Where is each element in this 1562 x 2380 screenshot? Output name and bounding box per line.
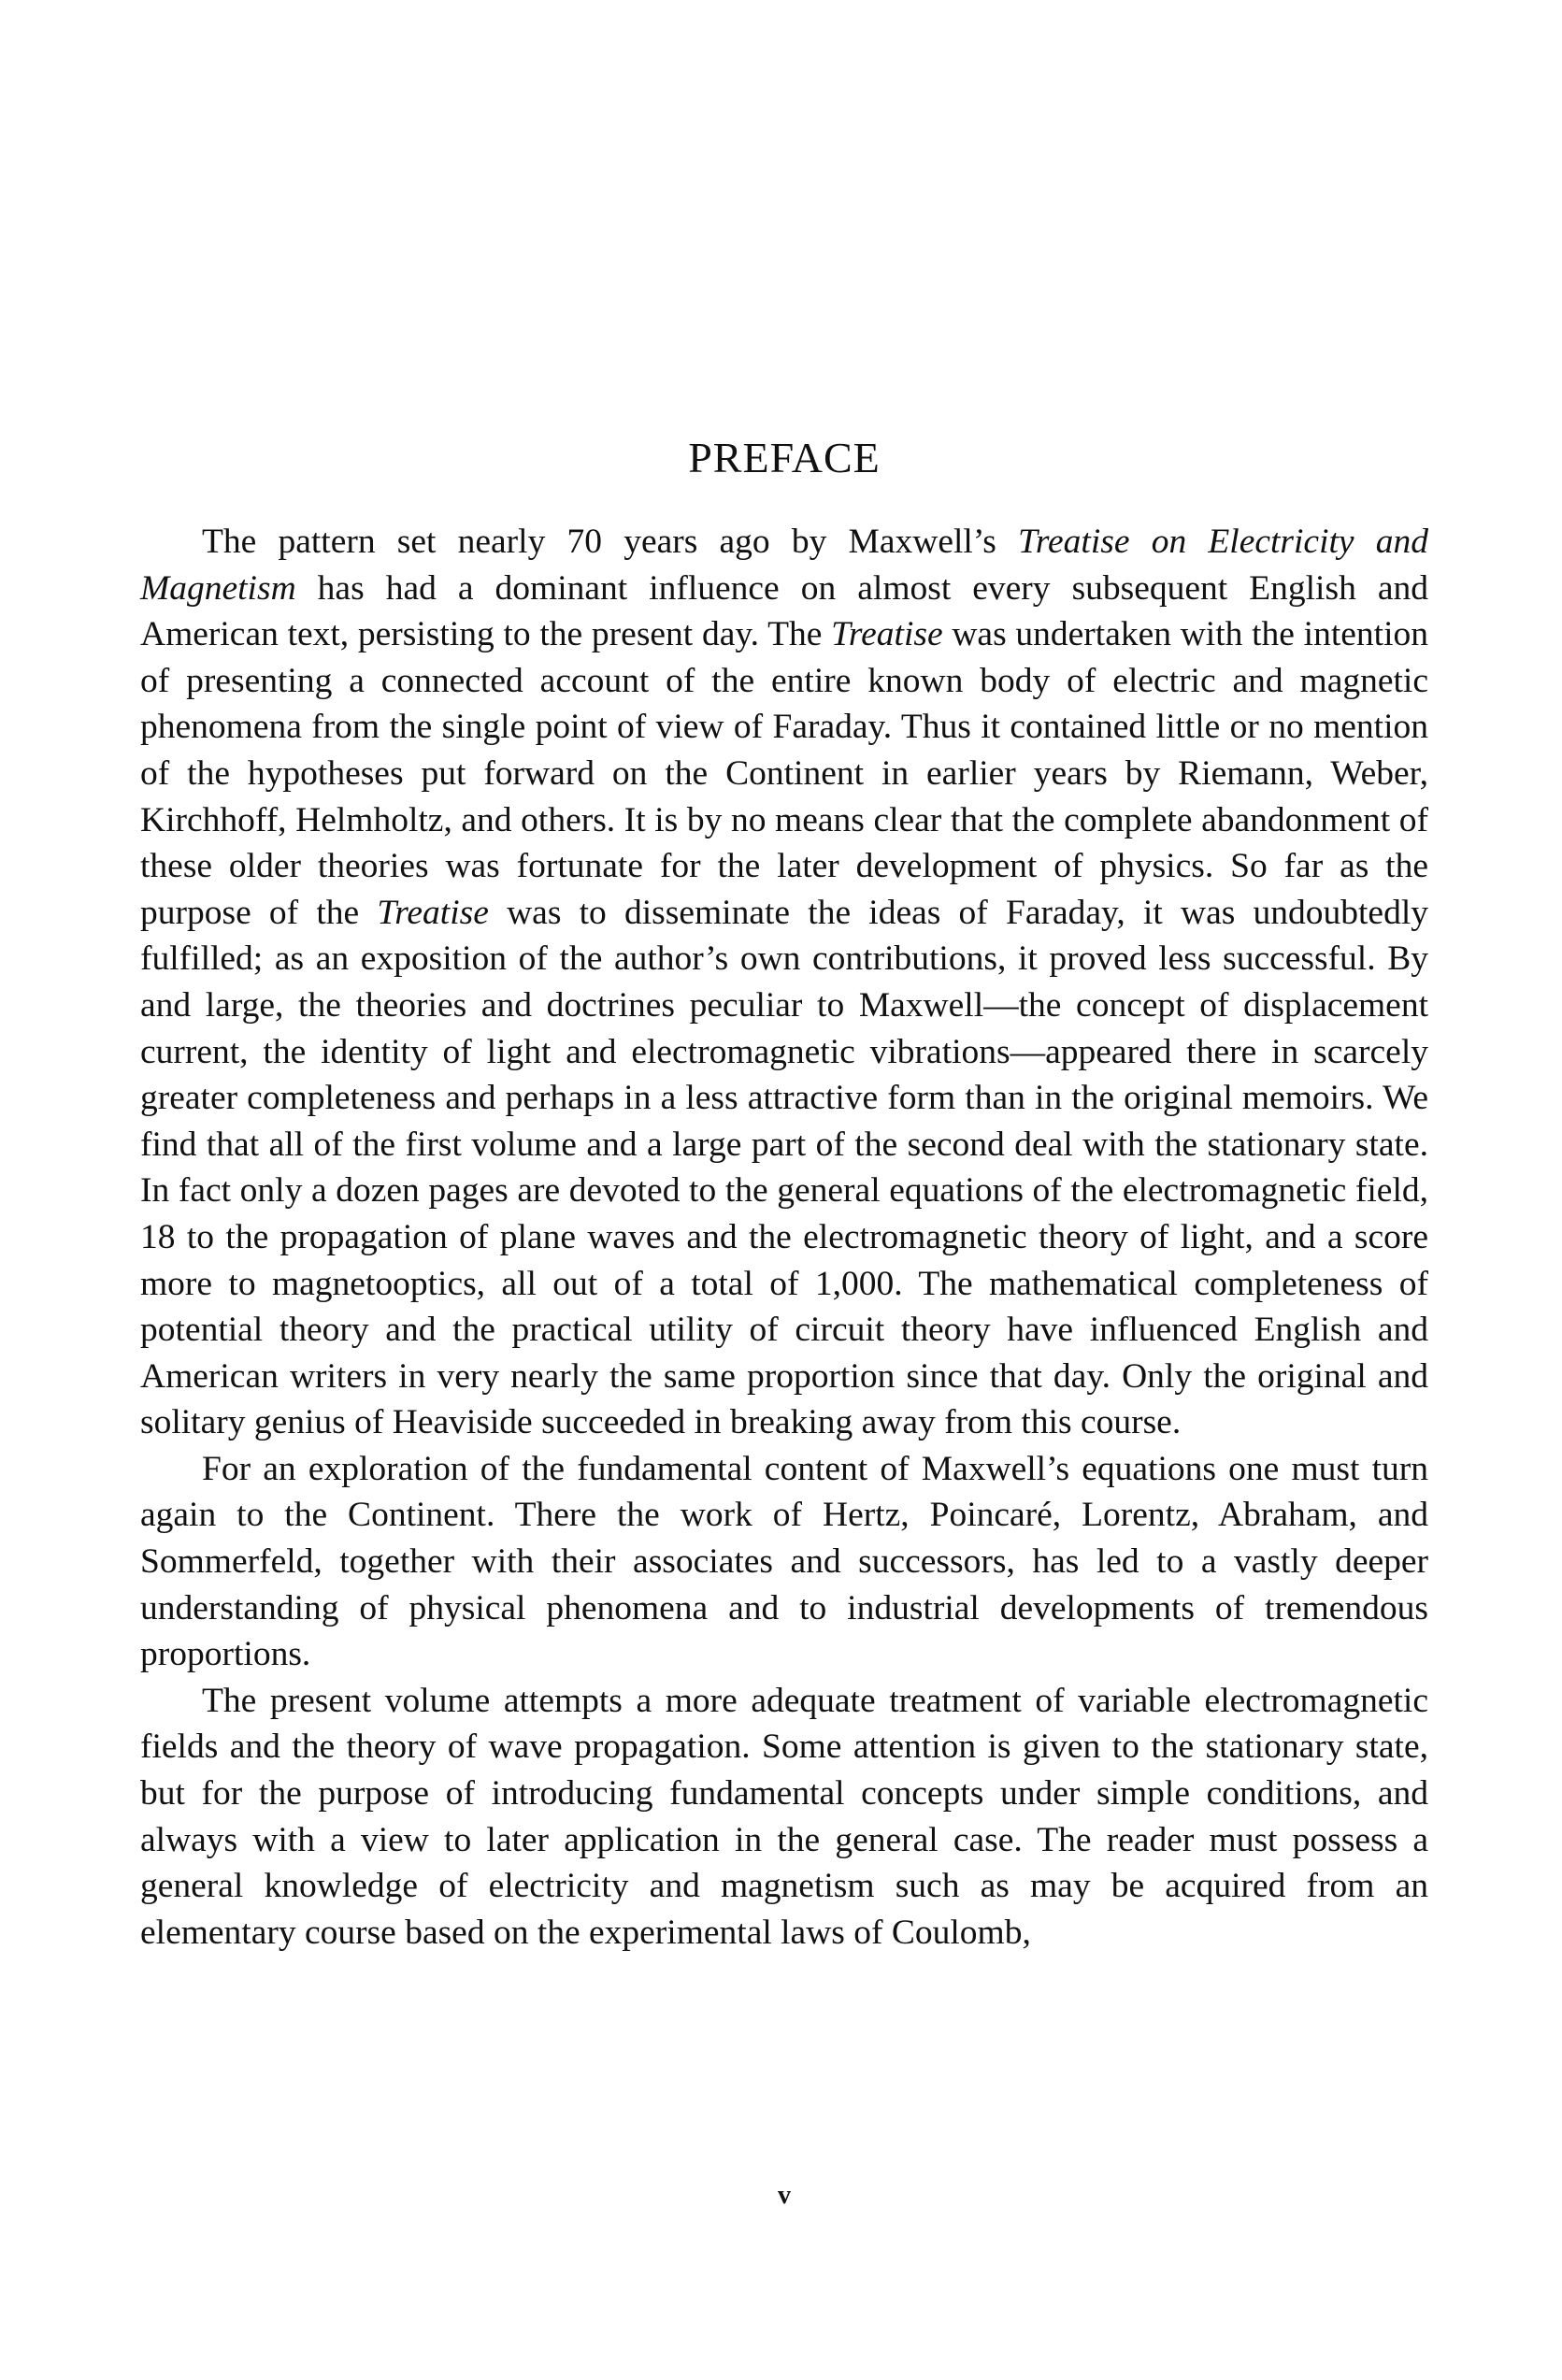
paragraph [140,1446,1428,1678]
page-number: v [778,2181,791,2210]
page-title: PREFACE [688,434,881,481]
text-run: has had a dominant influence on almost every subsequent English and American text, persisting to the present day. The [140,568,1428,654]
italic-title: Treatise on Electricity and Magnetism [140,523,1428,608]
text-run: was undertaken with the intention of presenting a connected account of the entire known body of electric and magnetic phenomena from the single point of view of Faraday. Thus it contained little or no mention of the hypotheses put forward on the Continent in earlier years by Riemann, Weber, Kirchhoff, Helmholtz, and others. It is by no means clear that the complete abandonment of these older theories was fortunate for the later development of physics. So far as the purpose of the [140,615,1428,932]
text-run: For an exploration of the fundamental content of Maxwell’s equations one must turn again to the Continent. There the work of Hertz, Poincaré, Lorentz, Abraham, and Sommerfeld, together with their associates and successors, has led to a vastly deeper understanding of physical phenomena and to industrial developments of tremendous proportions. [140,1449,1428,1674]
book-page [140,0,1428,2380]
italic-title: Treatise [377,893,489,932]
preface-body [140,519,1428,1956]
paragraph [140,519,1428,1446]
text-run: The pattern set nearly 70 years ago by Maxwell’s [202,523,1019,561]
text-run: was to disseminate the ideas of Faraday, it was undoubtedly fulfilled; as an exposition of the author’s own contributions, it proved less successful. By and large, the theories and doctrines peculiar to Maxwell—the concept of displacement current, the identity of light and electromagnetic vibrations—appeared there in scarcely greater completeness and perhaps in a less attractive form than in the original memoirs. We find that all of the first volume and a large part of the second deal with the stationary state. In fact only a dozen pages are devoted to the general equations of the electromagnetic field, 18 to the propagation of plane waves and the electromagnetic theory of light, and a score more to magnetooptics, all out of a total of 1,000. The mathematical completeness of potential theory and the practical utility of circuit theory have influenced English and American writers in very nearly the same proportion since that day. Only the original and solitary genius of Heaviside succeeded in breaking away from this course. [140,893,1428,1442]
italic-title: Treatise [831,615,943,654]
text-run: The present volume attempts a more adequate treatment of variable electromagnetic fields and the theory of wave propagation. Some attention is given to the stationary state, but for the purpose of introducing fundamental concepts under simple conditions, and always with a view to later application in the general case. The reader must possess a general knowledge of electricity and magnetism such as may be acquired from an elementary course based on the experimental laws of Coulomb, [140,1681,1428,1952]
paragraph [140,1678,1428,1957]
